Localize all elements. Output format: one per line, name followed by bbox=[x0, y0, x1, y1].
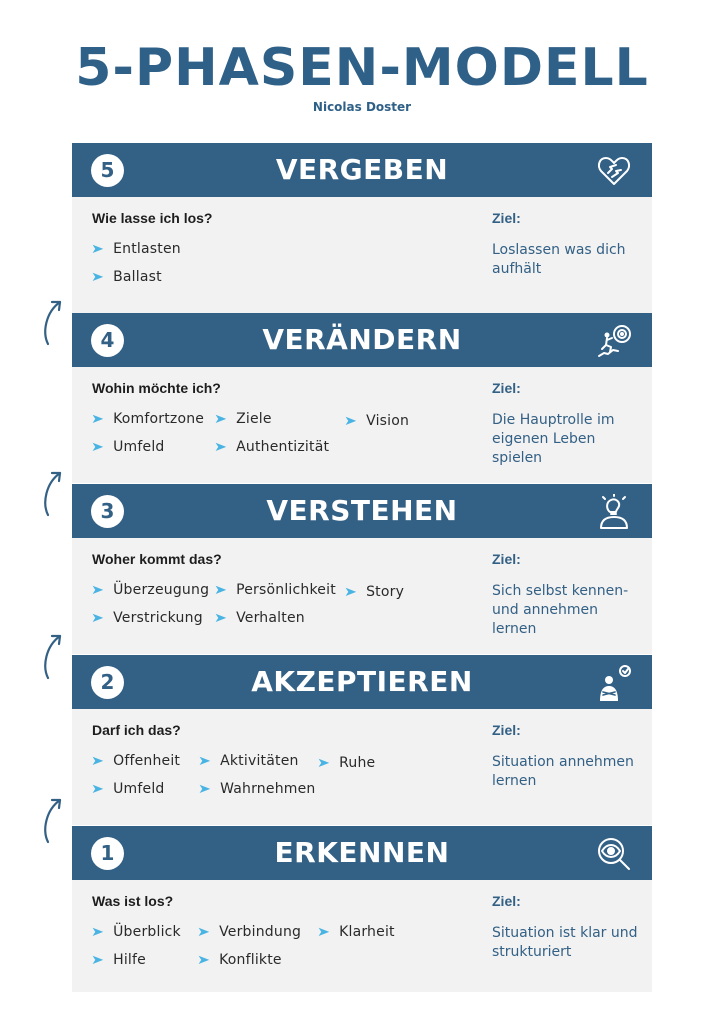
phase-number: 3 bbox=[91, 495, 124, 528]
phase-title: VERSTEHEN bbox=[266, 494, 458, 527]
up-arrow-icon bbox=[40, 298, 66, 348]
list-item: ➤ Verhalten bbox=[213, 610, 305, 626]
chevron-right-icon: ➤ bbox=[213, 412, 228, 427]
list-item: ➤ Hilfe bbox=[90, 952, 146, 968]
phase-question: Was ist los? bbox=[92, 893, 174, 909]
phase-number: 4 bbox=[91, 324, 124, 357]
phase-header bbox=[72, 484, 652, 538]
chevron-right-icon: ➤ bbox=[90, 925, 105, 940]
phase-2 bbox=[72, 655, 652, 825]
chevron-right-icon: ➤ bbox=[343, 585, 358, 600]
phase-number: 2 bbox=[91, 666, 124, 699]
goal-text: Situation annehmen lernen bbox=[492, 754, 634, 789]
list-item: ➤ Klarheit bbox=[316, 924, 395, 940]
target-climb-icon bbox=[596, 323, 632, 359]
phase-body bbox=[72, 538, 652, 654]
list-item: ➤ Überblick bbox=[90, 924, 181, 940]
goal-text: Sich selbst kennen-und annehmen lernen bbox=[492, 583, 629, 637]
list-item: ➤ Ruhe bbox=[316, 755, 376, 771]
chevron-right-icon: ➤ bbox=[90, 754, 105, 769]
list-item: ➤ Ballast bbox=[90, 269, 162, 285]
eye-search-icon bbox=[596, 836, 632, 872]
chevron-right-icon: ➤ bbox=[197, 782, 212, 797]
list-item: ➤ Story bbox=[343, 584, 405, 600]
list-item: ➤ Umfeld bbox=[90, 439, 165, 455]
phase-body bbox=[72, 197, 652, 313]
chevron-right-icon: ➤ bbox=[90, 242, 105, 257]
goal-label: Ziel: bbox=[492, 551, 521, 567]
phase-title: VERÄNDERN bbox=[262, 323, 462, 356]
chevron-right-icon: ➤ bbox=[213, 583, 228, 598]
phase-header bbox=[72, 655, 652, 709]
phase-header bbox=[72, 313, 652, 367]
phase-5 bbox=[72, 143, 652, 313]
chevron-right-icon: ➤ bbox=[213, 440, 228, 455]
lightbulb-person-icon bbox=[596, 494, 632, 530]
goal-label: Ziel: bbox=[492, 722, 521, 738]
list-item: ➤ Vision bbox=[343, 413, 410, 429]
broken-heart-icon bbox=[596, 153, 632, 189]
phase-1 bbox=[72, 826, 652, 992]
phase-title: ERKENNEN bbox=[274, 836, 450, 869]
list-item: ➤ Umfeld bbox=[90, 781, 165, 797]
author: Nicolas Doster bbox=[312, 100, 412, 114]
list-item: ➤ Überzeugung bbox=[90, 582, 210, 598]
list-item: ➤ Persönlichkeit bbox=[213, 582, 336, 598]
phase-number: 5 bbox=[91, 154, 124, 187]
up-arrow-icon bbox=[40, 469, 66, 519]
goal-text: Loslassen was dich aufhält bbox=[492, 242, 626, 277]
list-item: ➤ Verstrickung bbox=[90, 610, 203, 626]
chevron-right-icon: ➤ bbox=[90, 953, 105, 968]
chevron-right-icon: ➤ bbox=[197, 754, 212, 769]
up-arrow-icon bbox=[40, 632, 66, 682]
phase-title: AKZEPTIEREN bbox=[251, 665, 473, 698]
phase-header bbox=[72, 826, 652, 880]
phase-4 bbox=[72, 313, 652, 483]
goal-text: Situation ist klar und strukturiert bbox=[492, 925, 638, 960]
list-item: ➤ Wahrnehmen bbox=[197, 781, 316, 797]
chevron-right-icon: ➤ bbox=[213, 611, 228, 626]
goal-label: Ziel: bbox=[492, 893, 521, 909]
goal-label: Ziel: bbox=[492, 380, 521, 396]
list-item: ➤ Verbindung bbox=[196, 924, 302, 940]
list-item: ➤ Aktivitäten bbox=[197, 753, 299, 769]
list-item: ➤ Authentizität bbox=[213, 439, 330, 455]
page-title: 5-PHASEN-MODELL bbox=[75, 38, 649, 98]
phase-question: Wohin möchte ich? bbox=[92, 380, 221, 396]
chevron-right-icon: ➤ bbox=[90, 583, 105, 598]
chevron-right-icon: ➤ bbox=[196, 953, 211, 968]
phase-title: VERGEBEN bbox=[275, 153, 449, 186]
list-item: ➤ Komfortzone bbox=[90, 411, 205, 427]
phase-number: 1 bbox=[91, 837, 124, 870]
chevron-right-icon: ➤ bbox=[90, 782, 105, 797]
chevron-right-icon: ➤ bbox=[196, 925, 211, 940]
chevron-right-icon: ➤ bbox=[316, 756, 331, 771]
phase-body bbox=[72, 880, 652, 992]
self-hug-icon bbox=[596, 665, 632, 701]
phase-question: Wie lasse ich los? bbox=[92, 210, 213, 226]
phase-question: Darf ich das? bbox=[92, 722, 181, 738]
chevron-right-icon: ➤ bbox=[90, 440, 105, 455]
chevron-right-icon: ➤ bbox=[90, 412, 105, 427]
chevron-right-icon: ➤ bbox=[90, 270, 105, 285]
chevron-right-icon: ➤ bbox=[343, 414, 358, 429]
list-item: ➤ Ziele bbox=[213, 411, 272, 427]
phase-header bbox=[72, 143, 652, 197]
phase-body bbox=[72, 709, 652, 825]
list-item: ➤ Entlasten bbox=[90, 241, 181, 257]
goal-text: Die Hauptrolle im eigenen Leben spielen bbox=[492, 412, 615, 466]
phase-3 bbox=[72, 484, 652, 654]
phase-question: Woher kommt das? bbox=[92, 551, 222, 567]
goal-label: Ziel: bbox=[492, 210, 521, 226]
chevron-right-icon: ➤ bbox=[90, 611, 105, 626]
phase-body bbox=[72, 367, 652, 483]
list-item: ➤ Offenheit bbox=[90, 753, 181, 769]
chevron-right-icon: ➤ bbox=[316, 925, 331, 940]
up-arrow-icon bbox=[40, 796, 66, 846]
list-item: ➤ Konflikte bbox=[196, 952, 282, 968]
